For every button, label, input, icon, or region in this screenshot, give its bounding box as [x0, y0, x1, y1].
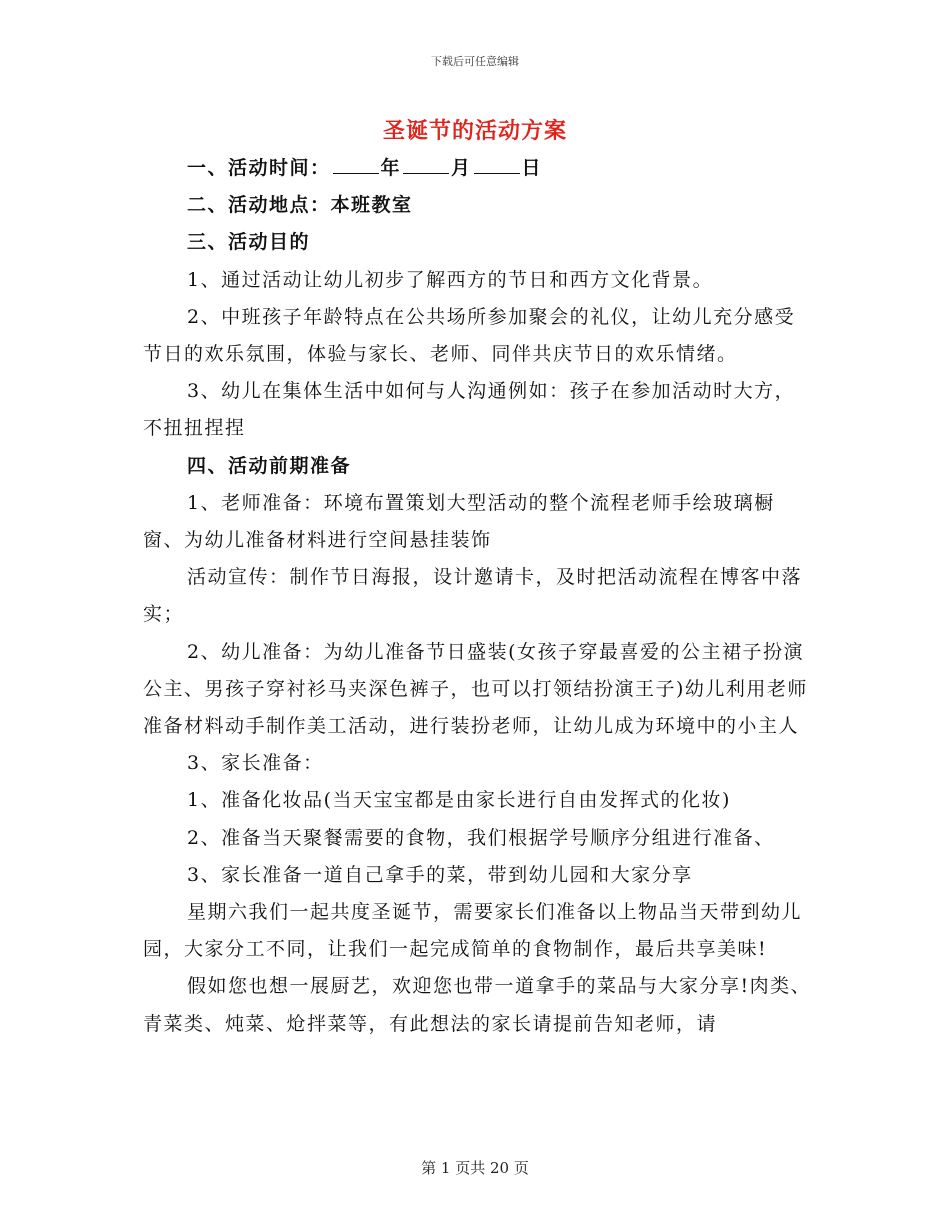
year-label: 年 — [380, 157, 402, 179]
paragraph-purpose-3: 3、幼儿在集体生活中如何与人沟通例如：孩子在参加活动时大方，不扭扭捏捏 — [143, 380, 796, 440]
paragraph-purpose-2: 2、中班孩子年龄特点在公共场所参加聚会的礼仪，让幼儿充分感受节日的欢乐氛围，体验与家长、老师、同伴共庆节日的欢乐情绪。 — [143, 305, 796, 366]
section-activity-purpose: 三、活动目的 — [187, 231, 311, 254]
paragraph-parent-item-1: 1、准备化妆品(当天宝宝都是由家长进行自由发挥式的化妆) — [187, 789, 731, 812]
paragraph-parent-item-2: 2、准备当天聚餐需要的食物，我们根据学号顺序分组进行准备、 — [187, 826, 775, 849]
paragraph-promotion: 活动宣传：制作节日海报，设计邀请卡，及时把活动流程在博客中落实； — [143, 566, 803, 626]
month-blank — [403, 155, 449, 174]
section-activity-location: 二、活动地点：本班教室 — [187, 194, 413, 217]
section-activity-time-label: 一、活动时间： — [187, 157, 331, 179]
paragraph-child-prep: 2、幼儿准备：为幼儿准备节日盛装(女孩子穿最喜爱的公主裙子扮演公主、男孩子穿衬衫马夹深色裤子，也可以打领结扮演王子)幼儿利用老师准备材料动手制作美工活动，进行装扮老师，让幼儿成为环境中的小主人 — [143, 640, 808, 738]
day-blank — [474, 155, 520, 174]
day-label: 日 — [521, 157, 543, 179]
paragraph-cooking-invite: 假如您也想一展厨艺，欢迎您也带一道拿手的菜品与大家分享!肉类、青菜类、炖菜、炝拌菜等，有此想法的家长请提前告知老师，请 — [143, 975, 812, 1035]
month-label: 月 — [451, 157, 472, 179]
paragraph-purpose-1: 1、通过活动让幼儿初步了解西方的节日和西方文化背景。 — [187, 268, 714, 291]
paragraph-parent-prep: 3、家长准备： — [187, 752, 324, 775]
paragraph-parent-item-3: 3、家长准备一道自己拿手的菜，带到幼儿园和大家分享 — [187, 863, 693, 886]
document-body — [143, 150, 813, 1043]
section-activity-time — [143, 150, 813, 187]
paragraph-saturday: 星期六我们一起共度圣诞节，需要家长们准备以上物品当天带到幼儿园，大家分工不同，让我们一起完成简单的食物制作，最后共享美味! — [143, 901, 803, 961]
page-footer: 第 1 页共 20 页 — [421, 1159, 529, 1177]
year-blank — [333, 155, 379, 174]
paragraph-teacher-prep: 1、老师准备：环境布置策划大型活动的整个流程老师手绘玻璃橱窗、为幼儿准备材料进行空间悬挂装饰 — [143, 491, 775, 552]
section-preparation: 四、活动前期准备 — [187, 454, 352, 477]
document-title: 圣诞节的活动方案 — [382, 118, 567, 144]
header-note: 下载后可任意编辑 — [431, 55, 519, 68]
